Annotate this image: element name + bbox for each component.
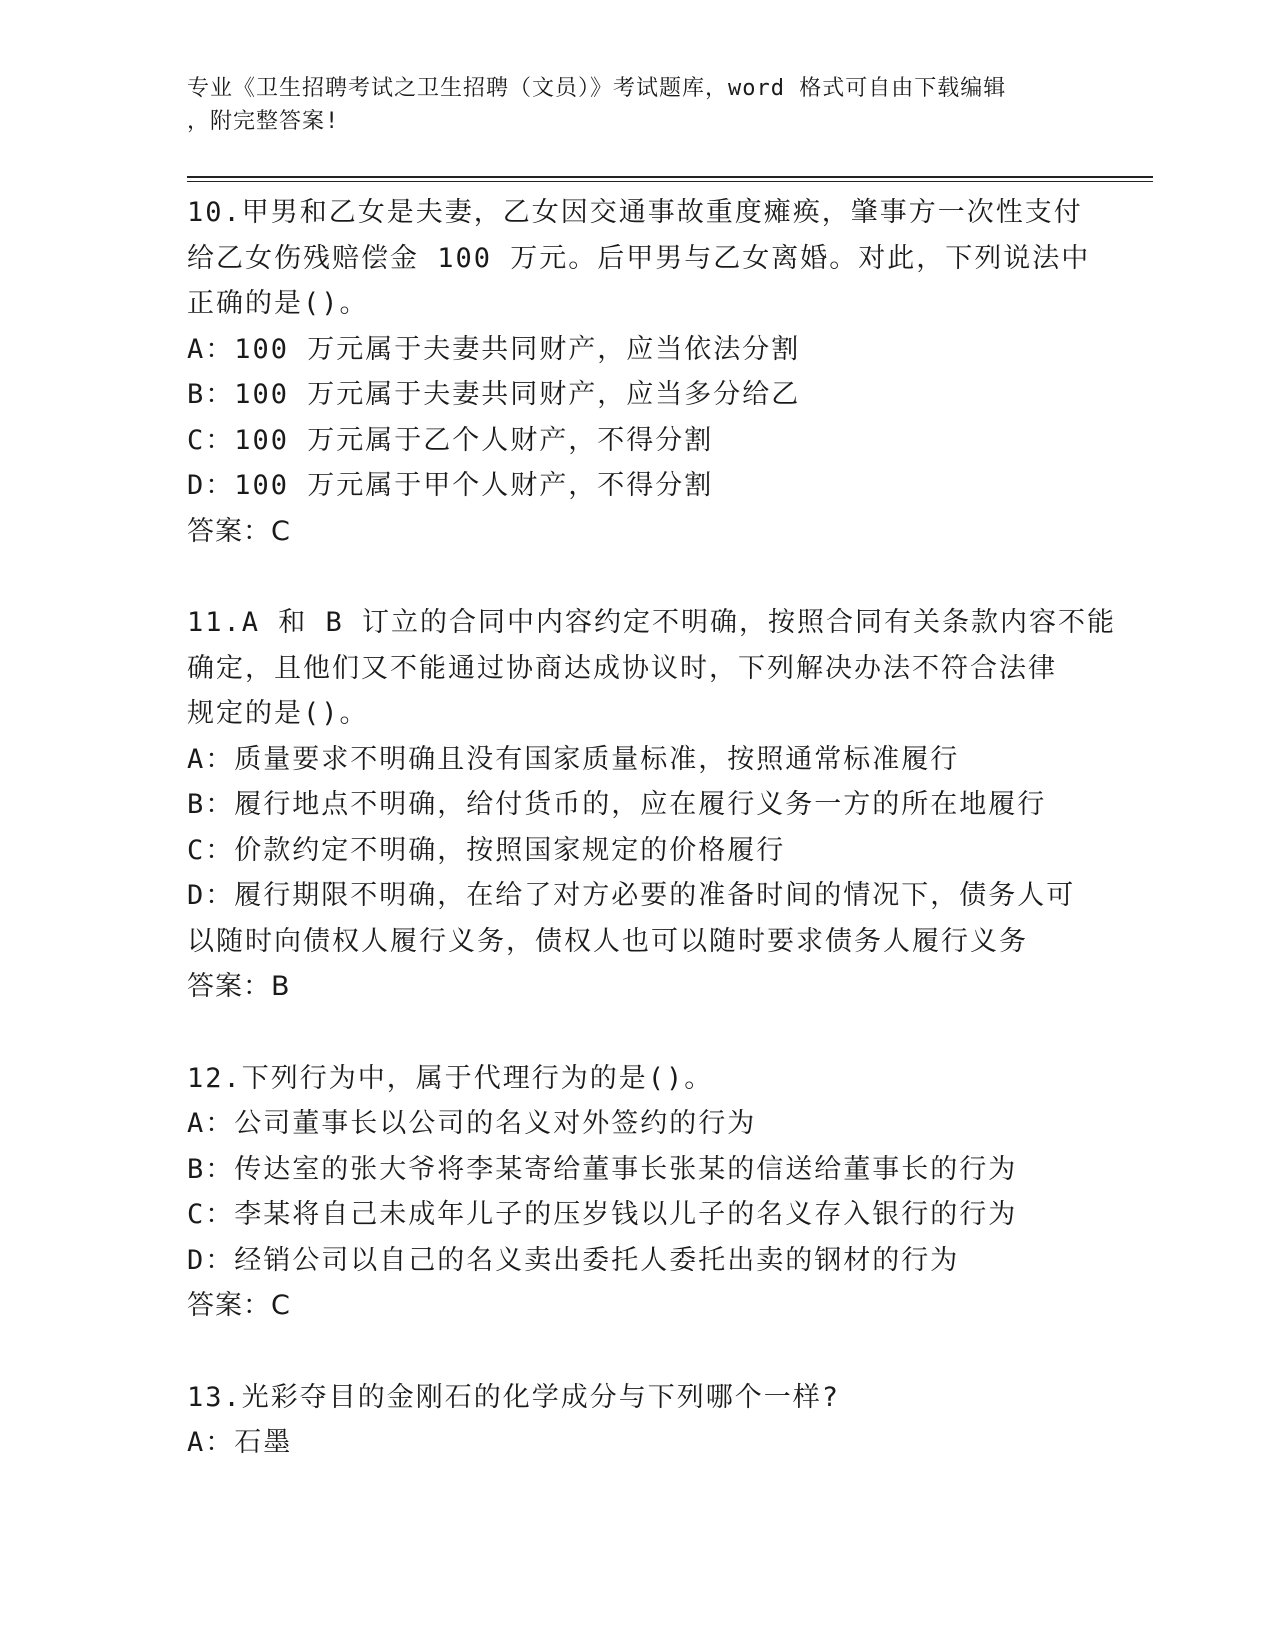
option-b: B：100 万元属于夫妻共同财产，应当多分给乙 <box>187 379 801 410</box>
header-divider-thick <box>187 176 1153 178</box>
option-a: A：100 万元属于夫妻共同财产，应当依法分割 <box>187 333 801 365</box>
question-text: 给乙女伤残赔偿金 100 万元。后甲男与乙女离婚。对此，下列说法中 <box>187 242 1091 274</box>
question-text: 正确的是()。 <box>187 288 369 319</box>
question-11 <box>187 600 1117 1010</box>
question-list <box>187 190 1117 1466</box>
option-d: D：履行期限不明确，在给了对方必要的准备时间的情况下，债务人可 <box>187 880 1076 911</box>
answer-label: 答案：C <box>187 1290 291 1321</box>
option-b: B：履行地点不明确，给付货币的，应在履行义务一方的所在地履行 <box>187 789 1047 820</box>
option-d: D：经销公司以自己的名义卖出委托人委托出卖的钢材的行为 <box>187 1244 960 1276</box>
option-d-continued: 以随时向债权人履行义务，债权人也可以随时要求债务人履行义务 <box>187 925 1028 957</box>
header-divider-thin <box>187 181 1153 182</box>
option-d: D：100 万元属于甲个人财产，不得分割 <box>187 470 714 501</box>
option-c: C：100 万元属于乙个人财产，不得分割 <box>187 424 714 456</box>
question-text: 10.甲男和乙女是夫妻，乙女因交通事故重度瘫痪，肇事方一次性支付 <box>187 197 1083 228</box>
header-line-1: 专业《卫生招聘考试之卫生招聘（文员）》考试题库，word 格式可自由下载编辑 <box>187 76 1007 101</box>
option-c: C：价款约定不明确，按照国家规定的价格履行 <box>187 834 786 866</box>
document-header <box>187 72 1067 138</box>
option-b: B：传达室的张大爷将李某寄给董事长张某的信送给董事长的行为 <box>187 1153 1018 1185</box>
question-text: 11.A 和 B 订立的合同中内容约定不明确，按照合同有关条款内容不能 <box>187 607 1117 638</box>
answer-label: 答案：B <box>187 971 291 1002</box>
spacer <box>187 1329 1087 1375</box>
question-12 <box>187 1056 1087 1329</box>
option-c: C：李某将自己未成年儿子的压岁钱以儿子的名义存入银行的行为 <box>187 1199 1018 1230</box>
header-line-2: ，附完整答案! <box>187 109 340 134</box>
spacer <box>187 554 1087 600</box>
question-text: 确定，且他们又不能通过协商达成协议时，下列解决办法不符合法律 <box>187 652 1057 684</box>
spacer <box>187 1010 1087 1056</box>
question-text: 12.下列行为中，属于代理行为的是()。 <box>187 1062 714 1094</box>
question-10 <box>187 190 1091 554</box>
option-a: A：公司董事长以公司的名义对外签约的行为 <box>187 1108 757 1139</box>
option-a: A：石墨 <box>187 1427 293 1458</box>
option-a: A：质量要求不明确且没有国家质量标准，按照通常标准履行 <box>187 743 960 775</box>
question-13 <box>187 1375 1087 1466</box>
answer-label: 答案：C <box>187 515 291 547</box>
question-text: 规定的是()。 <box>187 698 369 729</box>
question-text: 13.光彩夺目的金刚石的化学成分与下列哪个一样? <box>187 1381 841 1413</box>
